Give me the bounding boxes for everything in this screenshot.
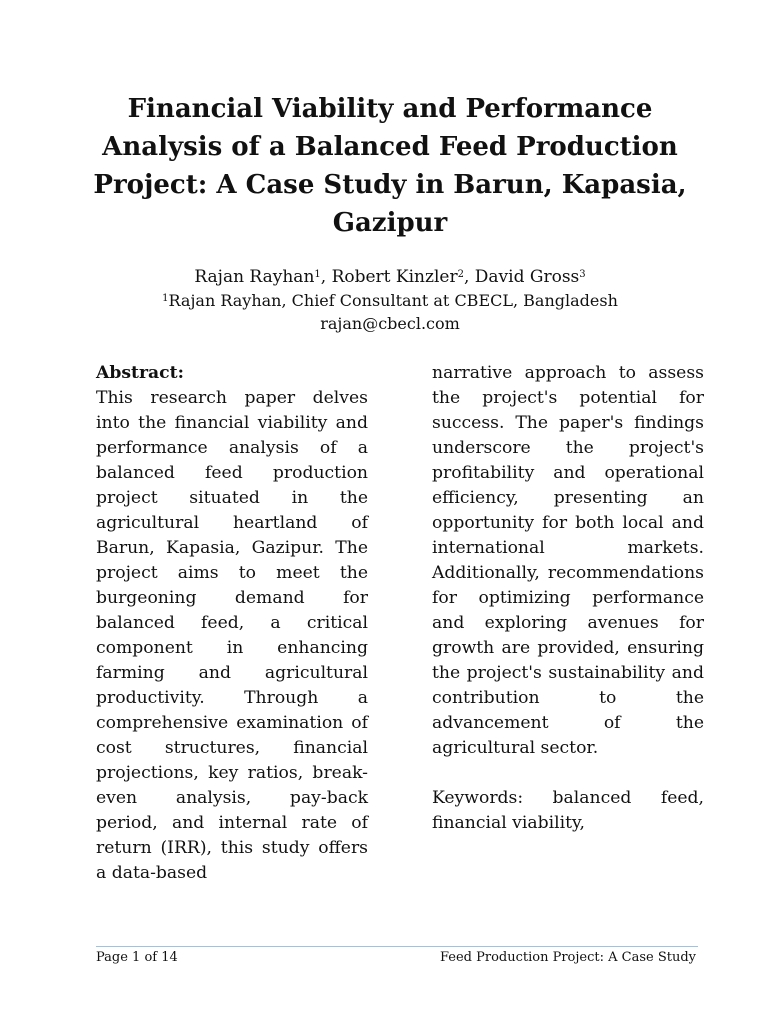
author-affiliation-marker: 2 xyxy=(457,269,464,280)
running-title: Feed Production Project: A Case Study xyxy=(439,950,696,965)
page-number: Page 1 of 14 xyxy=(96,950,178,965)
author-name: Robert Kinzler xyxy=(331,267,458,287)
author-separator: , xyxy=(463,267,475,287)
left-column xyxy=(96,361,368,886)
author-line xyxy=(80,266,700,288)
author-name: Rajan Rayhan xyxy=(194,267,315,287)
paper-title: Financial Viability and Performance Analysis of a Balanced Feed Production Project: A Case Study in Barun, Kapasia, Gazipur xyxy=(93,94,687,238)
author-separator: , xyxy=(320,267,332,287)
keywords: Keywords: balanced feed, financial viability, xyxy=(432,788,704,833)
abstract-body: This research paper delves into the financial viability and performance analysis of a balanced feed production project situated in the agricultural heartland of Barun, Kapasia, Gazipur. The project aims to meet the burgeoning demand for balanced feed, a critical component in enhancing farming and agricultural productivity. Through a comprehensive examination of cost structures, financial projections, key ratios, break-even analysis, pay-back period, and internal rate of return (IRR), this study offers a data-based xyxy=(96,388,368,883)
abstract-heading: Abstract: xyxy=(96,363,184,383)
abstract-body-continued: narrative approach to assess the project's potential for success. The paper's findings underscore the project's profitability and operational efficiency, presenting an opportunity for both local and international markets. Additionally, recommendations for optimizing performance and exploring avenues for growth are provided, ensuring the project's sustainability and contribution to the advancement of the agricultural sector. xyxy=(432,363,704,758)
author-name: David Gross xyxy=(474,267,580,287)
right-column xyxy=(432,361,704,836)
author-affiliation-marker: 3 xyxy=(579,269,586,280)
affiliation-text: Rajan Rayhan, Chief Consultant at CBECL, Bangladesh xyxy=(168,291,618,310)
affiliation-marker: 1 xyxy=(162,293,169,304)
footer-divider xyxy=(96,946,698,947)
contact-email: rajan@cbecl.com xyxy=(320,314,460,333)
affiliation-line xyxy=(80,291,700,311)
author-affiliation-marker: 1 xyxy=(314,269,321,280)
